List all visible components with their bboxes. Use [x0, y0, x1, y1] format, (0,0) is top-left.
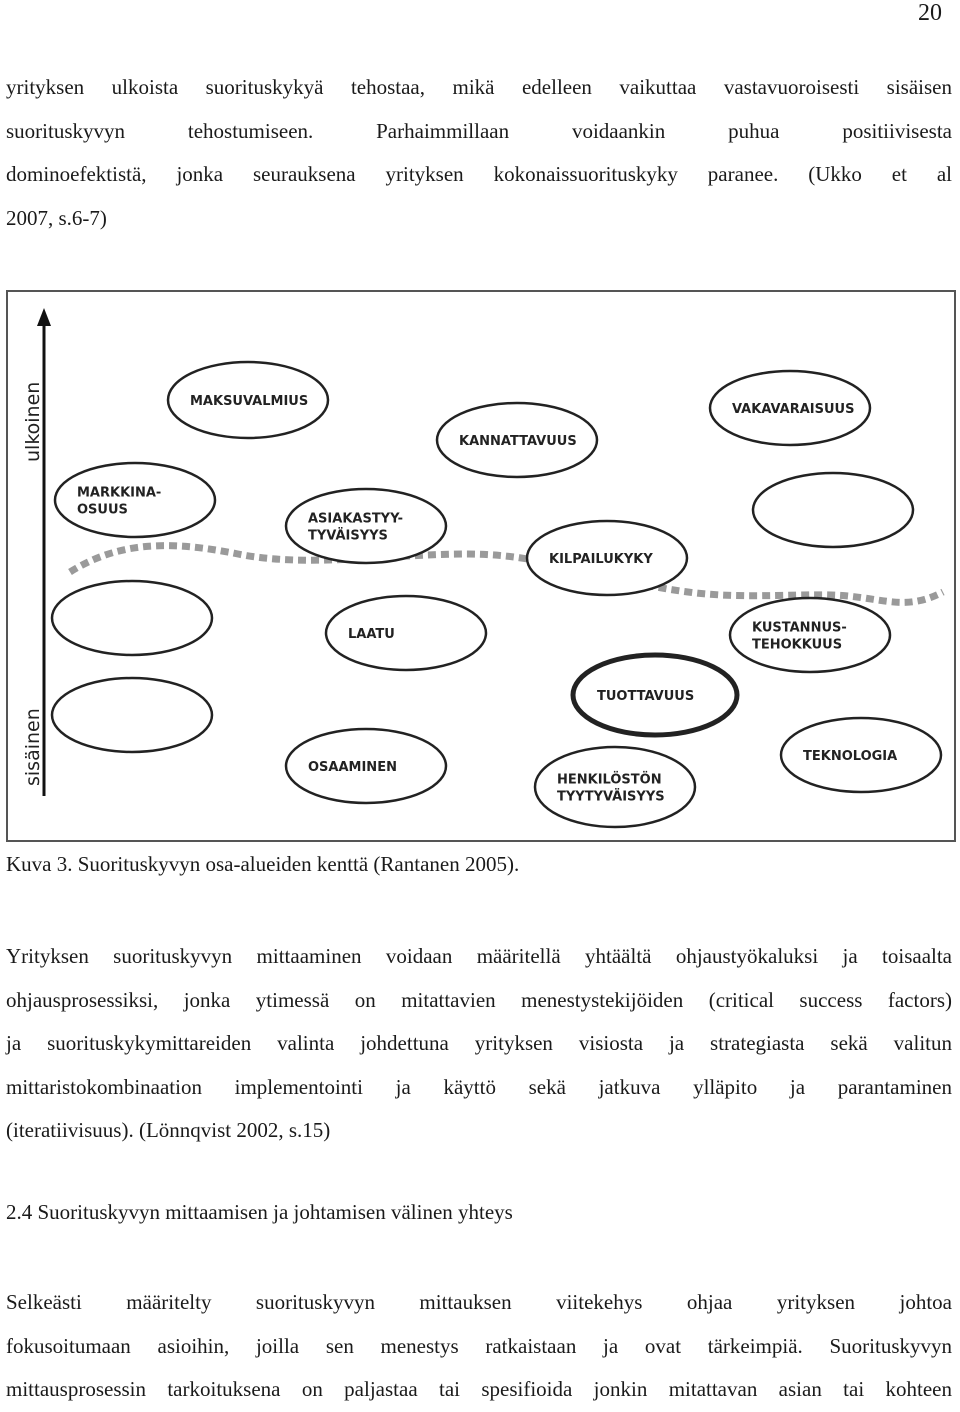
bubble — [326, 596, 486, 670]
bubble — [781, 718, 941, 792]
bubble-label: TYYTYVÄISYYS — [557, 789, 665, 805]
paragraph-line: mittausprosessin tarkoituksena on paljastaa tai spesifioida jonkin mitattavan asian tai kohteen — [6, 1377, 952, 1401]
bubble — [710, 371, 870, 445]
bubble-label: TEKNOLOGIA — [803, 749, 898, 764]
bubble — [730, 598, 890, 672]
page-number: 20 — [918, 0, 942, 26]
bubble-label: HENKILÖSTÖN — [557, 772, 662, 788]
paragraph-line: dominoefektistä, jonka seurauksena yrityksen kokonaissuorituskyky paranee. (Ukko et al — [6, 162, 952, 186]
axis-arrowhead — [37, 308, 51, 326]
performance-field-diagram — [6, 290, 956, 842]
bubble-label: ASIAKASTYY- — [308, 511, 403, 527]
bubble — [437, 403, 597, 477]
paragraph-line: fokusoitumaan asioihin, joilla sen menestys ratkaistaan ja ovat tärkeimpiä. Suorituskyvyn — [6, 1333, 952, 1358]
bubble-label: MAKSUVALMIUS — [190, 394, 309, 409]
bubble-label: TYVÄISYYS — [308, 528, 388, 544]
paragraph-2 — [6, 935, 952, 1153]
bubble — [753, 473, 913, 547]
paragraph-line: 2007, s.6-7) — [6, 205, 107, 230]
bubble — [52, 678, 212, 752]
bubble — [573, 655, 737, 735]
bubble-label: KANNATTAVUUS — [459, 434, 577, 449]
bubble — [527, 521, 687, 595]
paragraph-line: yrityksen ulkoista suorituskykyä tehostaa, mikä edelleen vaikuttaa vastavuoroisesti sisäisen — [6, 75, 952, 99]
diagram-canvas — [8, 292, 954, 840]
bubble-ellipse — [52, 678, 212, 752]
axis-label-sisainen: sisäinen — [22, 708, 44, 786]
paragraph-line: mittaristokombinaation implementointi ja käyttö sekä jatkuva ylläpito ja parantaminen — [6, 1074, 952, 1099]
boundary-wave — [70, 546, 943, 603]
paragraph-line: (iteratiivisuus). (Lönnqvist 2002, s.15) — [6, 1118, 331, 1142]
bubble-label: TUOTTAVUUS — [597, 689, 695, 704]
bubble — [535, 747, 695, 827]
paragraph-line: ohjausprosessiksi, jonka ytimessä on mitattavien menestystekijöiden (critical success factors) — [6, 987, 952, 1012]
axis-label-ulkoinen: ulkoinen — [22, 381, 44, 462]
bubble-label: LAATU — [348, 627, 395, 642]
bubble-label: KILPAILUKYKY — [549, 552, 653, 567]
bubble-ellipse — [753, 473, 913, 547]
bubble-label: MARKKINA- — [77, 485, 162, 501]
bubble-label: OSUUS — [77, 502, 128, 518]
paragraph-line: ja suorituskykymittareiden valinta johdettuna yrityksen visiosta ja strategiasta sekä valitun — [6, 1031, 952, 1055]
bubble-label: TEHOKKUUS — [752, 637, 843, 653]
bubble-label: VAKAVARAISUUS — [732, 402, 855, 417]
figure-caption: Kuva 3. Suorituskyvyn osa-alueiden kenttä (Rantanen 2005). — [6, 852, 520, 876]
bubble — [52, 581, 212, 655]
paragraph-line: suorituskyvyn tehostumiseen. Parhaimmillaan voidaankin puhua positiivisesta — [6, 118, 952, 143]
bubble-label: KUSTANNUS- — [752, 620, 847, 636]
paragraph-line: Selkeästi määritelty suorituskyvyn mittauksen viitekehys ohjaa yrityksen johtoa — [6, 1290, 952, 1314]
bubble — [286, 489, 446, 563]
paragraph-1 — [6, 66, 952, 240]
paragraph-line: Yrityksen suorituskyvyn mittaaminen voidaan määritellä yhtäältä ohjaustyökaluksi ja toisaalta — [6, 944, 952, 968]
bubble — [55, 463, 215, 537]
paragraph-3 — [6, 1281, 952, 1412]
bubble — [286, 729, 446, 803]
bubble-ellipse — [52, 581, 212, 655]
section-heading: 2.4 Suorituskyvyn mittaamisen ja johtamisen välinen yhteys — [6, 1200, 513, 1224]
bubble-label: OSAAMINEN — [308, 760, 397, 775]
bubble — [168, 362, 328, 438]
